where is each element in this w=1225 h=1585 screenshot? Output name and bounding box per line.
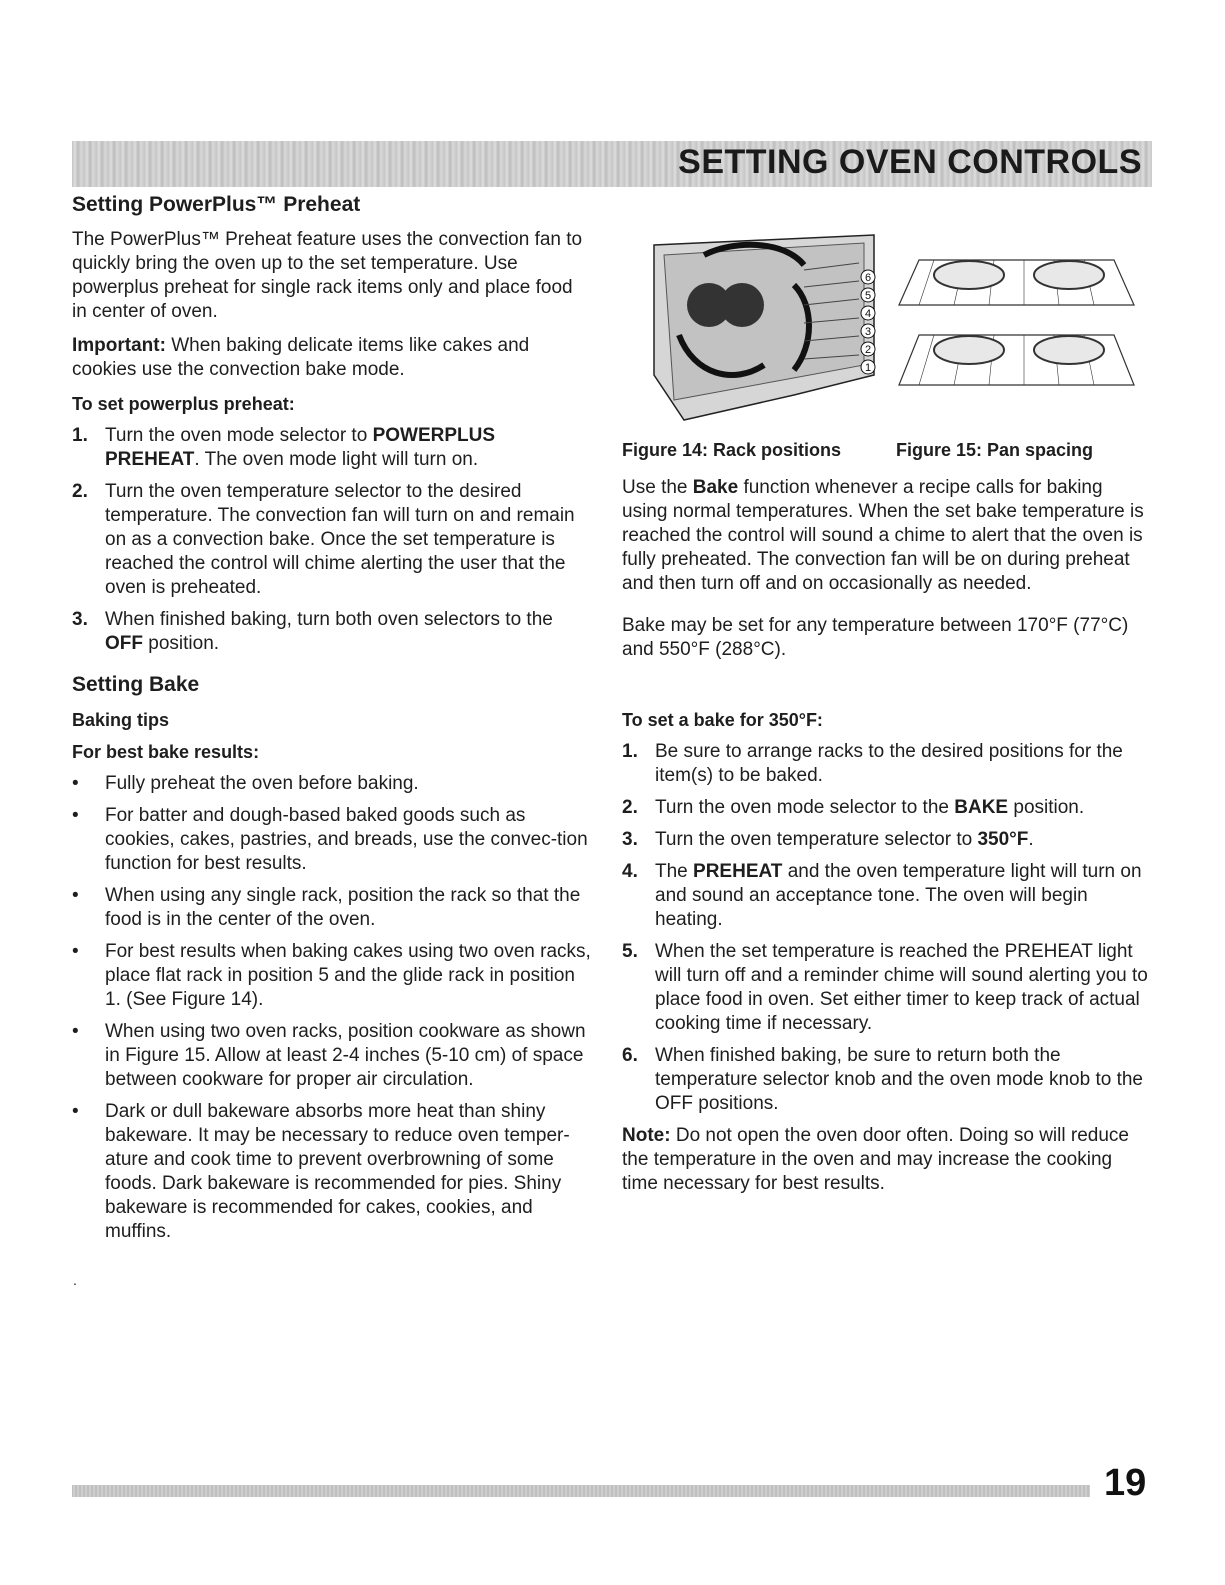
- figures-area: [644, 225, 1144, 435]
- powerplus-steps: [72, 424, 592, 656]
- page-title: SETTING OVEN CONTROLS: [678, 143, 1142, 181]
- list-item: 1. Be sure to arrange racks to the desired positions for the item(s) to be baked.: [622, 741, 1123, 786]
- step-number: 1.: [72, 425, 88, 446]
- step-text: Turn the oven temperature selector to the desired temperature. The convection fan will turn on and remain on as a convection bake. Once the set temperature is reached the control will chime alerting the user that the oven is preheated.: [105, 481, 575, 598]
- list-item: • When using any single rack, position the rack so that the food is in the center of the oven.: [72, 885, 581, 930]
- list-item: [72, 480, 592, 600]
- list-item: 2. Turn the oven mode selector to the BAKE position.: [622, 797, 1085, 818]
- powerplus-heading: Setting PowerPlus™ Preheat: [72, 193, 361, 216]
- important-label: Important:: [72, 335, 166, 356]
- step-number: 2.: [72, 481, 88, 502]
- step-text: When finished baking, turn both oven selectors to the OFF position.: [105, 609, 553, 654]
- svg-text:2: 2: [864, 344, 872, 356]
- list-item: • For batter and dough-based baked goods such as cookies, cakes, pastries, and breads, use the convec-tion function for best results.: [72, 805, 588, 874]
- svg-text:6: 6: [864, 272, 872, 284]
- svg-text:5: 5: [864, 290, 872, 302]
- best-results-heading: For best bake results:: [72, 742, 260, 762]
- figure-14-caption: Figure 14: Rack positions: [622, 440, 842, 460]
- stray-mark: .: [73, 1272, 77, 1288]
- header-band: [72, 141, 1152, 187]
- powerplus-intro: The PowerPlus™ Preheat feature uses the convection fan to quickly bring the oven up to the set temperature. Use powerplus preheat for single rack items only and place food in center of oven.: [72, 229, 583, 322]
- important-text: When baking delicate items like cakes and cookies use the convection bake mode.: [72, 335, 530, 380]
- important-paragraph: [72, 334, 592, 382]
- list-item: [72, 424, 592, 472]
- svg-text:4: 4: [864, 308, 872, 320]
- page-number: 19: [1104, 1462, 1147, 1504]
- list-item: • For best results when baking cakes using two oven racks, place flat rack in position 5 and the glide rack in position 1. (See Figure 14).: [72, 941, 591, 1010]
- step-text: Turn the oven mode selector to POWERPLUS PREHEAT. The oven mode light will turn on.: [105, 425, 496, 470]
- oven-figures: [644, 225, 1144, 435]
- list-item: 4. The PREHEAT and the oven temperature light will turn on and sound an acceptance tone. The oven will begin heating.: [622, 861, 1142, 930]
- bake-heading: Setting Bake: [72, 673, 200, 696]
- list-item: • When using two oven racks, position cookware as shown in Figure 15. Allow at least 2-4 inches (5-10 cm) of space between cookware for proper air circulation.: [72, 1021, 586, 1090]
- svg-text:3: 3: [864, 326, 872, 338]
- baking-tips-heading: Baking tips: [72, 710, 170, 730]
- list-item: 3. Turn the oven temperature selector to 350°F.: [622, 829, 1034, 850]
- footer-band: [72, 1485, 1090, 1497]
- left-column: [72, 192, 592, 1252]
- note-paragraph: Note: Do not open the oven door often. Doing so will reduce the temperature in the oven and may increase the cooking time necessary for best results.: [622, 1125, 1129, 1194]
- list-item: • Fully preheat the oven before baking.: [72, 773, 419, 794]
- svg-text:1: 1: [864, 362, 872, 374]
- list-item: 5. When the set temperature is reached the PREHEAT light will turn off and a reminder chime will sound alerting you to place food in oven. Set either timer to keep track of actual cooking time if necessary.: [622, 941, 1148, 1034]
- right-column: [622, 476, 1150, 1206]
- oven-rack-illustration: [654, 235, 875, 420]
- baking-tips-list: [72, 772, 592, 1244]
- fan-right-icon: [720, 283, 764, 327]
- bake-intro: Use the Bake function whenever a recipe calls for baking using normal temperatures. When the set bake temperature is reached the control will sound a chime to alert that the oven is fully preheated. The convection fan will be on during preheat and then turn off and on occasionally as needed.: [622, 477, 1144, 594]
- list-item: 6. When finished baking, be sure to return both the temperature selector knob and the oven mode knob to the OFF positions.: [622, 1045, 1143, 1114]
- set-bake-steps: [622, 740, 1150, 1116]
- bake-range: Bake may be set for any temperature between 170°F (77°C) and 550°F (288°C).: [622, 615, 1129, 660]
- set-bake-heading: To set a bake for 350°F:: [622, 710, 823, 730]
- list-item: • Dark or dull bakeware absorbs more heat than shiny bakeware. It may be necessary to reduce oven temper-ature and cook time to prevent overbrowning of some foods. Dark bakeware is recommended for pies. Shiny bakeware is recommended for cakes, cookies, and muffins.: [72, 1101, 570, 1242]
- powerplus-steps-heading: To set powerplus preheat:: [72, 394, 295, 414]
- step-number: 3.: [72, 609, 88, 630]
- figure-15-caption: Figure 15: Pan spacing: [896, 440, 1094, 460]
- pan-spacing-illustration: [899, 260, 1134, 385]
- list-item: [72, 608, 592, 656]
